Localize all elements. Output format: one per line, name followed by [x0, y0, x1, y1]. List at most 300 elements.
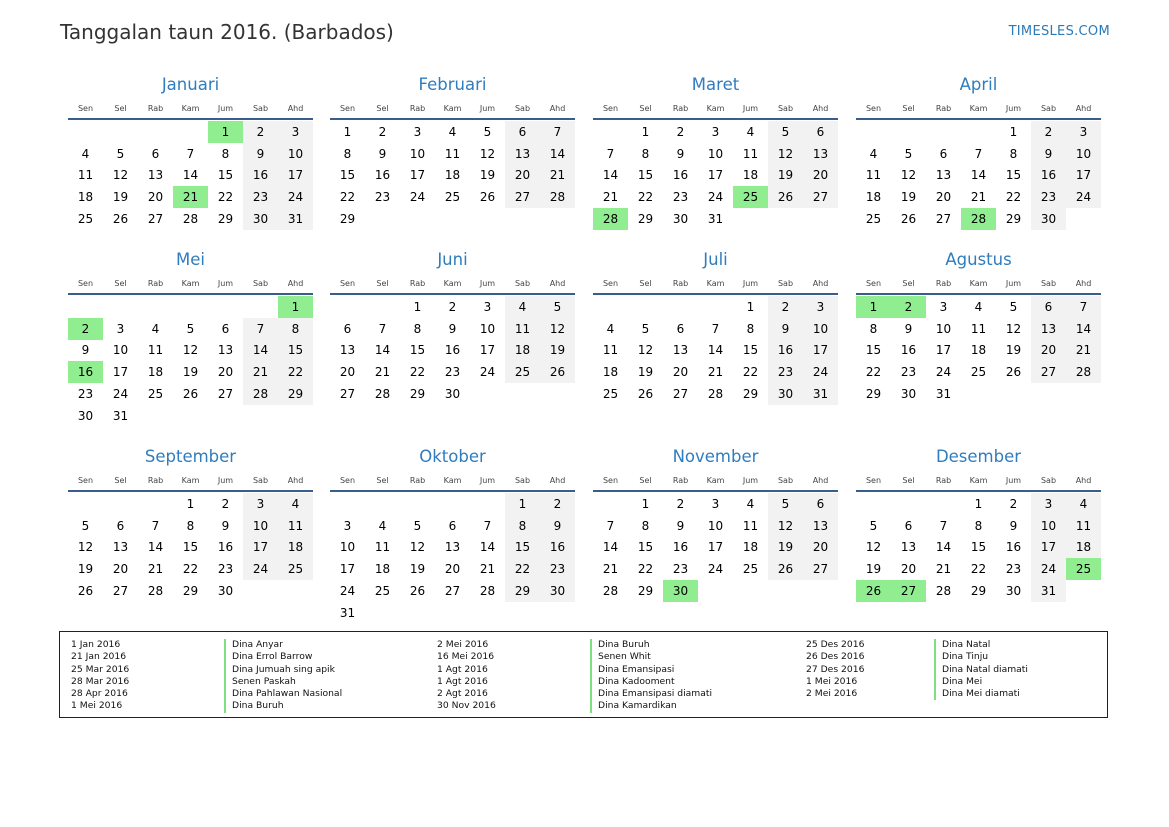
day-cell: 16 [217, 540, 234, 555]
month-september [68, 444, 313, 602]
day-grid [593, 493, 838, 602]
day-cell: 27 [444, 584, 461, 599]
day-cell: 14 [182, 168, 199, 183]
day-cell: 26 [637, 387, 654, 402]
empty-cell [856, 493, 891, 515]
day-cell: 24 [1031, 558, 1066, 580]
day-cell: 1 [186, 496, 195, 511]
empty-cell [663, 296, 698, 318]
day-cell: 12 [409, 540, 426, 555]
weekday-label: Sel [902, 475, 915, 485]
weekday-label: Jum [217, 475, 234, 485]
day-cell: 2 [768, 296, 803, 318]
day-cell: 26 [182, 387, 199, 402]
holiday-day-cell: 2 [68, 318, 103, 340]
day-cell: 2 [676, 496, 685, 511]
day-cell: 14 [602, 168, 619, 183]
day-cell: 15 [637, 540, 654, 555]
weekday-label: Ahd [812, 475, 829, 485]
weekday-label: Sen [865, 103, 882, 113]
day-cell: 21 [243, 361, 278, 383]
day-grid [593, 296, 838, 405]
day-cell: 9 [768, 318, 803, 340]
day-cell: 26 [112, 212, 129, 227]
day-cell: 17 [112, 365, 129, 380]
legend-holiday-name: Dina Buruh [232, 700, 284, 712]
day-cell: 5 [641, 321, 650, 336]
day-cell: 26 [768, 558, 803, 580]
weekday-label: Ahd [1075, 475, 1092, 485]
day-cell: 19 [865, 562, 882, 577]
holiday-day-cell: 28 [961, 208, 996, 230]
holiday-day-cell: 1 [208, 121, 243, 143]
day-cell: 3 [803, 296, 838, 318]
weekday-label: Kam [706, 278, 725, 288]
day-cell: 12 [1005, 321, 1022, 336]
empty-cell [435, 602, 470, 624]
empty-cell [330, 296, 365, 318]
weekday-label: Rab [672, 278, 689, 288]
weekday-label: Rab [147, 103, 164, 113]
day-cell: 25 [278, 558, 313, 580]
day-cell: 24 [707, 190, 724, 205]
empty-cell [593, 121, 628, 143]
day-cell: 15 [505, 537, 540, 559]
day-cell: 3 [1031, 493, 1066, 515]
empty-cell [103, 121, 138, 143]
empty-cell [733, 580, 768, 602]
holiday-day-cell: 16 [68, 361, 103, 383]
day-cell: 23 [900, 365, 917, 380]
day-cell: 8 [746, 321, 755, 336]
weekday-label: Ahd [812, 103, 829, 113]
weekday-header [68, 273, 313, 295]
day-cell: 13 [803, 515, 838, 537]
day-cell: 21 [602, 562, 619, 577]
empty-cell [400, 493, 435, 515]
day-cell: 30 [1005, 584, 1022, 599]
day-cell: 7 [243, 318, 278, 340]
day-cell: 4 [505, 296, 540, 318]
day-cell: 18 [742, 168, 759, 183]
empty-cell [891, 121, 926, 143]
day-cell: 4 [1066, 493, 1101, 515]
day-cell: 30 [217, 584, 234, 599]
day-cell: 17 [1066, 165, 1101, 187]
day-cell: 11 [505, 318, 540, 340]
day-cell: 17 [935, 343, 952, 358]
weekday-label: Jum [479, 475, 496, 485]
day-cell: 10 [409, 146, 426, 161]
legend-date: 1 Agt 2016 [437, 675, 488, 687]
day-cell: 11 [77, 168, 94, 183]
day-cell: 7 [378, 321, 387, 336]
day-cell: 14 [147, 540, 164, 555]
empty-cell [243, 405, 278, 427]
day-grid [856, 296, 1101, 405]
weekday-label: Rab [672, 475, 689, 485]
legend-date: 21 Jan 2016 [71, 651, 127, 663]
weekday-label: Rab [935, 103, 952, 113]
day-cell: 24 [935, 365, 952, 380]
month-januari [68, 72, 313, 230]
holiday-day-cell: 28 [593, 208, 628, 230]
day-cell: 30 [1031, 208, 1066, 230]
day-cell: 18 [970, 343, 987, 358]
holiday-day-cell: 1 [278, 296, 313, 318]
weekday-label: Sab [514, 475, 531, 485]
day-cell: 22 [182, 562, 199, 577]
legend-holiday-name: Dina Natal [942, 639, 991, 650]
legend-holiday-name: Dina Mei [942, 675, 983, 687]
weekday-header [856, 273, 1101, 295]
weekday-label: Jum [479, 103, 496, 113]
day-cell: 5 [768, 121, 803, 143]
empty-cell [856, 121, 891, 143]
empty-cell [593, 493, 628, 515]
day-cell: 11 [374, 540, 391, 555]
day-cell: 20 [672, 365, 689, 380]
day-cell: 16 [243, 165, 278, 187]
day-cell: 9 [676, 146, 685, 161]
day-cell: 12 [768, 143, 803, 165]
day-cell: 7 [186, 146, 195, 161]
day-cell: 13 [444, 540, 461, 555]
empty-cell [243, 296, 278, 318]
weekday-header [68, 98, 313, 120]
empty-cell [365, 208, 400, 230]
empty-cell [926, 121, 961, 143]
empty-cell [103, 493, 138, 515]
day-cell: 5 [413, 518, 422, 533]
day-cell: 19 [637, 365, 654, 380]
day-cell: 5 [768, 493, 803, 515]
day-cell: 17 [803, 340, 838, 362]
day-cell: 15 [278, 340, 313, 362]
day-cell: 19 [768, 537, 803, 559]
day-cell: 3 [1066, 121, 1101, 143]
weekday-label: Sel [902, 278, 915, 288]
legend-date: 1 Jan 2016 [71, 639, 121, 650]
day-cell: 12 [540, 318, 575, 340]
legend-date: 25 Mar 2016 [71, 663, 130, 675]
day-cell: 24 [409, 190, 426, 205]
day-cell: 1 [641, 496, 650, 511]
day-cell: 26 [540, 361, 575, 383]
day-cell: 11 [147, 343, 164, 358]
weekday-label: Rab [409, 278, 426, 288]
day-cell: 23 [1031, 186, 1066, 208]
day-cell: 11 [444, 146, 461, 161]
day-cell: 2 [243, 121, 278, 143]
day-cell: 23 [217, 562, 234, 577]
day-cell: 12 [77, 540, 94, 555]
day-cell: 13 [900, 540, 917, 555]
day-cell: 3 [278, 121, 313, 143]
day-cell: 20 [505, 165, 540, 187]
empty-cell [173, 405, 208, 427]
weekday-label: Kam [443, 103, 462, 113]
weekday-label: Jum [1005, 103, 1022, 113]
day-cell: 23 [444, 365, 461, 380]
month-name: Agustus [945, 250, 1012, 269]
empty-cell [365, 602, 400, 624]
day-cell: 25 [602, 387, 619, 402]
empty-cell [435, 493, 470, 515]
day-cell: 13 [505, 143, 540, 165]
weekday-label: Rab [147, 475, 164, 485]
day-cell: 29 [409, 387, 426, 402]
day-cell: 13 [672, 343, 689, 358]
day-cell: 24 [278, 186, 313, 208]
day-cell: 16 [540, 537, 575, 559]
weekday-label: Sen [602, 475, 619, 485]
weekday-label: Ahd [812, 278, 829, 288]
day-cell: 17 [339, 562, 356, 577]
day-cell: 27 [1031, 361, 1066, 383]
day-cell: 15 [339, 168, 356, 183]
weekday-label: Sab [777, 475, 794, 485]
weekday-label: Jum [742, 475, 759, 485]
day-cell: 5 [540, 296, 575, 318]
day-cell: 8 [641, 146, 650, 161]
day-cell: 19 [540, 340, 575, 362]
empty-cell [803, 208, 838, 230]
day-cell: 28 [602, 584, 619, 599]
month-april [856, 72, 1101, 230]
day-cell: 6 [939, 146, 948, 161]
day-cell: 16 [672, 168, 689, 183]
day-cell: 11 [970, 321, 987, 336]
empty-cell [540, 208, 575, 230]
day-cell: 25 [742, 562, 759, 577]
weekday-label: Ahd [1075, 278, 1092, 288]
day-cell: 19 [768, 165, 803, 187]
empty-cell [698, 580, 733, 602]
month-name: November [672, 447, 759, 466]
weekday-label: Kam [181, 475, 200, 485]
empty-cell [365, 493, 400, 515]
weekday-label: Sel [639, 278, 652, 288]
day-cell: 12 [182, 343, 199, 358]
weekday-label: Rab [935, 475, 952, 485]
empty-cell [505, 383, 540, 405]
day-cell: 27 [339, 387, 356, 402]
day-cell: 30 [768, 383, 803, 405]
day-cell: 29 [865, 387, 882, 402]
day-cell: 17 [409, 168, 426, 183]
empty-cell [330, 493, 365, 515]
day-cell: 9 [243, 143, 278, 165]
month-agustus [856, 247, 1101, 405]
day-cell: 22 [865, 365, 882, 380]
legend-holiday-name: Dina Pahlawan Nasional [232, 688, 343, 700]
weekday-header [330, 98, 575, 120]
weekday-label: Kam [969, 278, 988, 288]
month-oktober [330, 444, 575, 624]
day-cell: 10 [112, 343, 129, 358]
page-title: Tanggalan taun 2016. (Barbados) [60, 20, 394, 44]
day-grid [68, 121, 313, 230]
weekday-label: Jum [1005, 278, 1022, 288]
legend-holiday-name: Dina Kadooment [598, 675, 675, 687]
day-cell: 19 [77, 562, 94, 577]
day-cell: 6 [116, 518, 125, 533]
weekday-label: Kam [181, 103, 200, 113]
day-cell: 20 [803, 537, 838, 559]
legend-holiday-name: Dina Kamardikan [598, 700, 677, 712]
day-cell: 22 [339, 190, 356, 205]
day-cell: 5 [483, 124, 492, 139]
day-cell: 12 [768, 515, 803, 537]
day-cell: 12 [900, 168, 917, 183]
month-name: Desember [935, 447, 1022, 466]
month-name: Februari [418, 75, 487, 94]
day-cell: 12 [112, 168, 129, 183]
day-cell: 20 [1031, 340, 1066, 362]
weekday-label: Sen [77, 278, 94, 288]
day-cell: 1 [505, 493, 540, 515]
day-cell: 1 [641, 124, 650, 139]
day-cell: 7 [711, 321, 720, 336]
empty-cell [540, 383, 575, 405]
day-cell: 19 [182, 365, 199, 380]
legend-date: 1 Agt 2016 [437, 663, 488, 675]
holiday-day-cell: 21 [173, 186, 208, 208]
day-cell: 21 [374, 365, 391, 380]
day-cell: 8 [343, 146, 352, 161]
day-cell: 8 [278, 318, 313, 340]
weekday-label: Ahd [287, 278, 304, 288]
weekday-label: Sel [114, 475, 127, 485]
empty-cell [208, 405, 243, 427]
day-cell: 11 [602, 343, 619, 358]
weekday-label: Sel [114, 278, 127, 288]
holiday-legend [59, 631, 1108, 718]
day-cell: 2 [540, 493, 575, 515]
day-cell: 17 [243, 537, 278, 559]
weekday-label: Kam [443, 278, 462, 288]
month-name: Juli [703, 250, 728, 269]
empty-cell [103, 296, 138, 318]
day-cell: 25 [865, 212, 882, 227]
day-cell: 28 [1066, 361, 1101, 383]
weekday-label: Jum [1005, 475, 1022, 485]
day-cell: 20 [217, 365, 234, 380]
weekday-label: Sen [865, 475, 882, 485]
empty-cell [173, 296, 208, 318]
legend-holiday-name: Senen Paskah [232, 675, 296, 687]
month-name: April [959, 75, 998, 94]
site-brand-link[interactable]: TIMESLES.COM [1008, 24, 1110, 39]
empty-cell [961, 383, 996, 405]
weekday-label: Kam [969, 103, 988, 113]
day-cell: 17 [707, 168, 724, 183]
day-cell: 10 [803, 318, 838, 340]
day-cell: 10 [339, 540, 356, 555]
day-cell: 16 [1031, 165, 1066, 187]
weekday-header [68, 470, 313, 492]
empty-cell [208, 296, 243, 318]
month-name: Maret [691, 75, 740, 94]
day-cell: 31 [1031, 580, 1066, 602]
day-cell: 27 [672, 387, 689, 402]
day-cell: 10 [479, 321, 496, 336]
day-grid [330, 493, 575, 624]
day-cell: 21 [935, 562, 952, 577]
day-cell: 2 [448, 299, 457, 314]
day-cell: 6 [803, 121, 838, 143]
day-cell: 28 [540, 186, 575, 208]
day-cell: 13 [339, 343, 356, 358]
weekday-label: Sen [865, 278, 882, 288]
day-cell: 10 [1066, 143, 1101, 165]
day-cell: 7 [540, 121, 575, 143]
day-cell: 15 [637, 168, 654, 183]
day-cell: 29 [505, 580, 540, 602]
empty-cell [138, 405, 173, 427]
legend-dates-3 [806, 639, 864, 700]
day-cell: 10 [278, 143, 313, 165]
day-cell: 22 [637, 190, 654, 205]
day-grid [856, 493, 1101, 602]
weekday-label: Sab [1040, 475, 1057, 485]
day-cell: 4 [746, 124, 755, 139]
weekday-header [593, 273, 838, 295]
weekday-label: Jum [479, 278, 496, 288]
day-cell: 5 [116, 146, 125, 161]
day-cell: 18 [77, 190, 94, 205]
legend-date: 28 Apr 2016 [71, 688, 128, 700]
weekday-header [593, 98, 838, 120]
day-cell: 24 [243, 558, 278, 580]
month-name: Juni [437, 250, 468, 269]
day-cell: 26 [768, 186, 803, 208]
weekday-label: Rab [935, 278, 952, 288]
day-cell: 31 [803, 383, 838, 405]
day-cell: 6 [505, 121, 540, 143]
legend-holiday-name: Dina Emansipasi [598, 663, 675, 675]
day-cell: 22 [278, 361, 313, 383]
day-cell: 9 [1031, 143, 1066, 165]
day-cell: 21 [479, 562, 496, 577]
day-cell: 31 [707, 212, 724, 227]
day-cell: 14 [970, 168, 987, 183]
day-cell: 6 [676, 321, 685, 336]
day-cell: 5 [1009, 299, 1018, 314]
legend-names-3 [934, 639, 1028, 700]
weekday-header [330, 273, 575, 295]
day-cell: 22 [409, 365, 426, 380]
weekday-label: Sen [77, 103, 94, 113]
day-cell: 23 [672, 562, 689, 577]
weekday-header [593, 470, 838, 492]
day-cell: 18 [444, 168, 461, 183]
legend-holiday-name: Dina Emansipasi diamati [598, 688, 713, 700]
weekday-label: Ahd [549, 278, 566, 288]
holiday-day-cell: 26 [856, 580, 891, 602]
day-cell: 21 [147, 562, 164, 577]
weekday-label: Ahd [287, 475, 304, 485]
day-cell: 9 [540, 515, 575, 537]
empty-cell [400, 208, 435, 230]
day-cell: 26 [1005, 365, 1022, 380]
day-cell: 1 [343, 124, 352, 139]
day-cell: 4 [606, 321, 615, 336]
day-cell: 9 [676, 518, 685, 533]
day-cell: 28 [479, 584, 496, 599]
day-cell: 4 [378, 518, 387, 533]
